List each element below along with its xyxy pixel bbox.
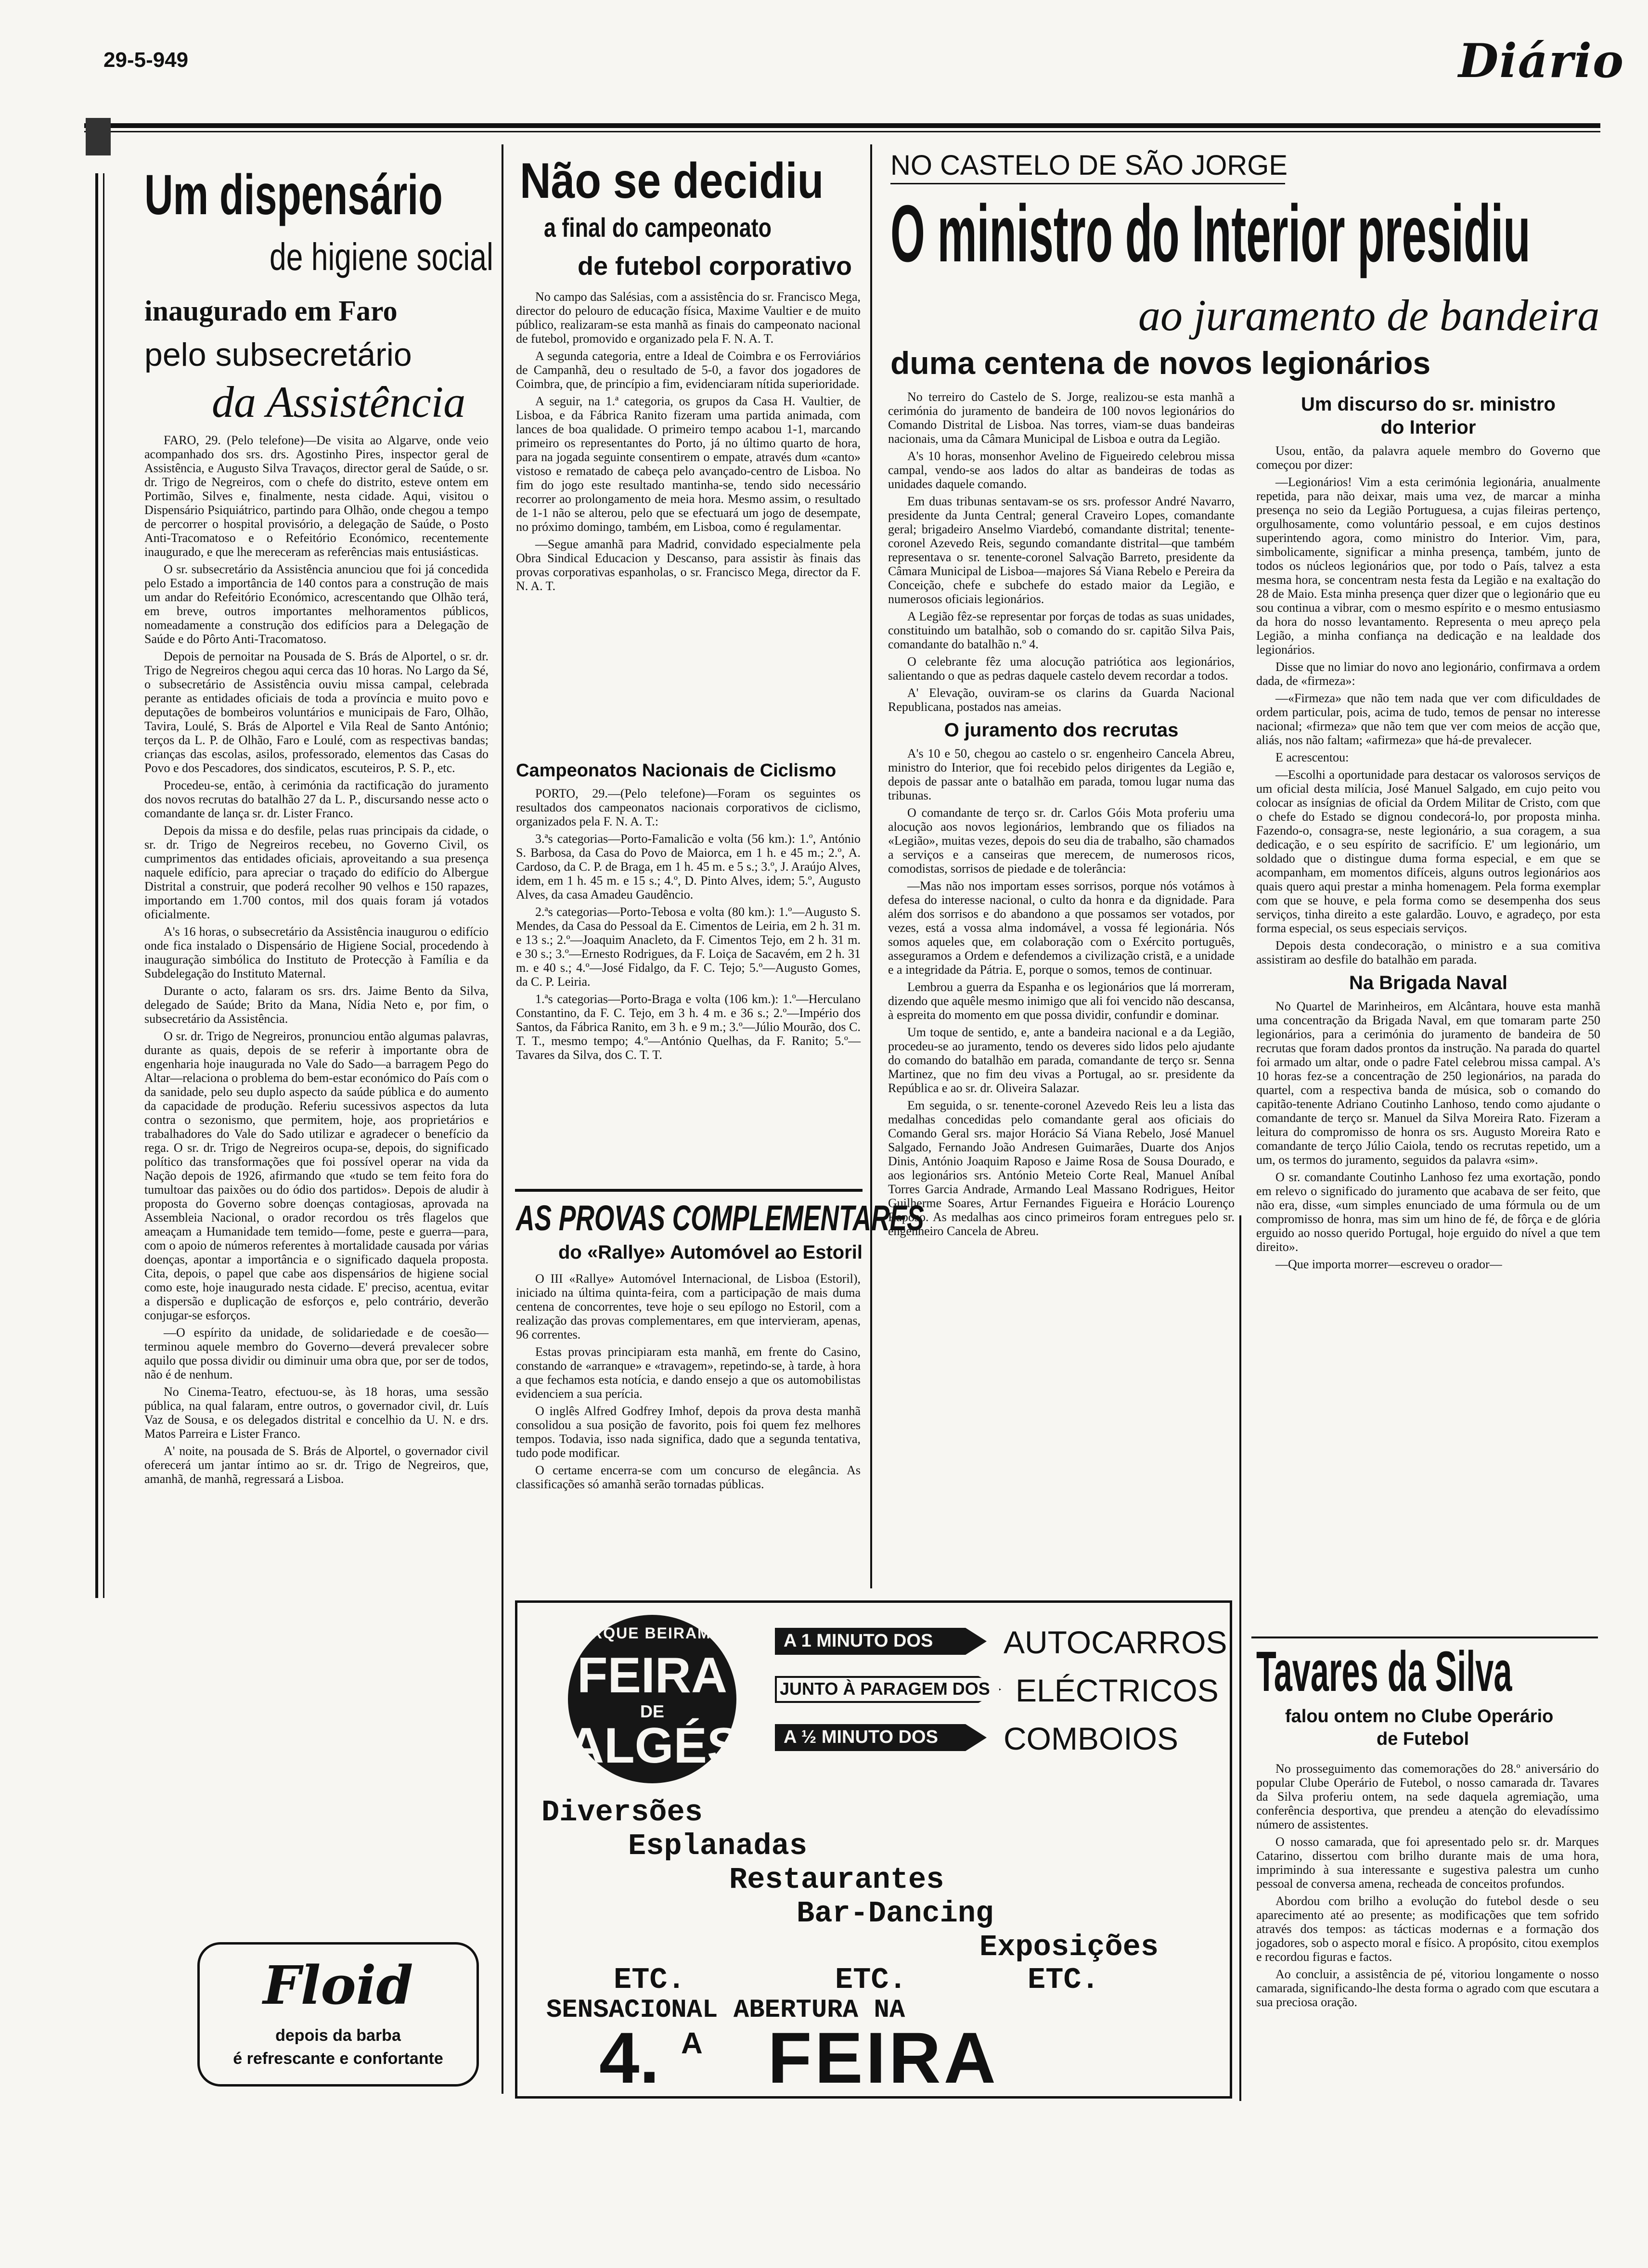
feira-etc-2: ETC.: [835, 1963, 907, 1997]
paragraph: E acrescentou:: [1275, 750, 1349, 764]
tavares-body: [1256, 1762, 1599, 2012]
floid-advert: [197, 1942, 479, 2087]
ciclismo-title: Campeonatos Nacionais de Ciclismo: [516, 760, 837, 781]
distance-row-1: [775, 1617, 1227, 1665]
distance-target-2: ELÉCTRICOS: [1016, 1673, 1219, 1708]
paragraph: Procedeu-se, então, à cerimónia da ractificação do juramento dos novos recrutas do batalhão 27 da L. P., discursando nesse acto o comandante de lança sr. dr. Lister Franco.: [144, 778, 489, 820]
brigada-subhead: Na Brigada Naval: [1349, 972, 1508, 993]
tavares-subhead-1: falou ontem no Clube Operário: [1285, 1706, 1554, 1727]
feira-line-bar-dancing: Bar-Dancing: [797, 1896, 994, 1931]
paragraph: O nosso camarada, que foi apresentado pelo sr. dr. Marques Catarino, dissertou com brilho durante mais de uma hora, imprimindo à sua interessante e sugestiva palestra um cunho pessoal de conversa amena, recheada de conceitos profundos.: [1256, 1835, 1599, 1891]
paragraph: O sr. dr. Trigo de Negreiros, pronunciou então algumas palavras, durante as quais, depois de se referir à importante obra de engenharia hoje inaugurada no Vale do Sado—a barragem Pego do Altar—relaciona o problema do bem-estar económico do País com o da sanidade, pelo seu duplo aspecto da saúde pública e do aumento da capacidade de produção. Referiu sucessivos aspectos da luta contra o sezonismo, que permitem, hoje, aos proprietários e trabalhadores do Vale do Sado utilizar e agradecer o benefício da rega. O sr. dr. Trigo de Negreiros ocupa-se, depois, do significado político das transformações que foi possível operar na vida da Nação depois de 1926, afirmando que «tudo se tem feito fora do tumultoar das paixões ou do ódio dos partidos». Depois de aludir à proposta do Governo sobre doenças contagiosas, aprovada na Assembleia Nacional, o orador recordou os três flagelos que ameaçam a Humanidade tem temido—fome, peste e guerra—para, com o apoio de números referentes à mortalidade causada por várias doenças, apontar a importância e o significado daquela proposta. Cita, depois, o papel que cabe aos dispensários de higiene social como este, hoje inaugurado nesta cidade. E' preciso, acentua, evitar a dispersão e duplicação de esforços e, pelo contrário, deverão conjugar-se esforços.: [144, 1029, 489, 1322]
feira-line-exposicoes: Exposições: [979, 1930, 1159, 1964]
floid-tagline-1: depois da barba: [275, 2026, 401, 2045]
paragraph: Durante o acto, falaram os srs. drs. Jaime Bento da Silva, delegado de Saúde; Brito da Mana, Nídia Neto e, por fim, o subsecretário da Assistência.: [144, 984, 489, 1026]
paragraph: PORTO, 29.—(Pelo telefone)—Foram os seguintes os resultados dos campeonatos nacionais corporativos de ciclismo, organizados pela F. N. A. T.:: [516, 786, 861, 828]
paragraph: Ao concluir, a assistência de pé, vitoriou longamente o nosso camarada, significando-lhe desta forma o agrado com que escutara a sua preciosa oração.: [1256, 1967, 1599, 2009]
paragraph: A segunda categoria, entre a Ideal de Coimbra e os Ferroviários de Campanhã, deu o resultado de 5-0, a favor dos jogadores de Coimbra, que, de princípio a fim, evidenciaram nítida superioridade.: [516, 349, 861, 391]
paragraph: A's 10 horas, monsenhor Avelino de Figueiredo celebrou missa campal, vendo-se aos lados do altar as bandeiras de todas as unidades daquele comando.: [888, 449, 1235, 491]
ministro-subhead-2: duma centena de novos legionários: [890, 345, 1431, 381]
paragraph: O celebrante fêz uma alocução patriótica aos legionários, salientando o que as pedras daquele castelo devem recordar a todos.: [888, 655, 1235, 683]
feira-slogan: SENSACIONAL ABERTURA NA: [546, 1996, 905, 2025]
paragraph: Estas provas principiaram esta manhã, em frente do Casino, constando de «arranque» e «travagem», repetindo-se, à tarde, à hora a que fechamos esta notícia, e dando ensejo a que os automobilistas evidenciem a sua perícia.: [516, 1345, 861, 1401]
tavares-headline: Tavares da Silva: [1256, 1640, 1512, 1703]
feira-badge-top: PARQUE BEIRAMAR: [569, 1624, 735, 1642]
paragraph: —Segue amanhã para Madrid, convidado especialmente pela Obra Sindical Educacion y Descanso, para assistir às finais das provas corporativas espanholas, o sr. Francisco Mega, director da F. N. A. T.: [516, 537, 861, 593]
futebol-subhead-2: de futebol corporativo: [578, 252, 852, 281]
paragraph: No campo das Salésias, com a assistência do sr. Francisco Mega, director do pelouro de educação física, Maxime Vaultier e de muito público, realizaram-se esta manhã as finais do campeonato nacional de futebol, promovido e organizado pela F. N. A. T.: [516, 290, 861, 346]
ministro-body-col2: [1256, 390, 1600, 1275]
rallye-headline: AS PROVAS COMPLEMENTARES: [516, 1198, 924, 1238]
feira-badge-line-1: FEIRA: [577, 1648, 727, 1703]
ministro-body-col1: [888, 390, 1235, 1241]
paragraph: A' noite, na pousada de S. Brás de Alportel, o governador civil oferecerá um jantar íntimo ao sr. dr. Trigo de Negreiros, que, amanhã, de manhã, regressará a Lisboa.: [144, 1444, 489, 1486]
paragraph: Disse que no limiar do novo ano legionário, confirmava a ordem dada, de «firmeza»:: [1256, 660, 1600, 688]
paragraph: No Cinema-Teatro, efectuou-se, às 18 horas, uma sessão pública, na qual falaram, entre outros, o governador civil, dr. Luís Vaz de Sousa, e os delegados distrital e concelhio da U. N. e drs. Matos Parreira e Lister Franco.: [144, 1385, 489, 1441]
paragraph: A' Elevação, ouviram-se os clarins da Guarda Nacional Republicana, postados nas ameias.: [888, 686, 1235, 714]
left-edge-rule: [95, 173, 98, 1598]
paragraph: Abordou com brilho a evolução do futebol desde o seu aparecimento até ao presente; as modificações que tem sofrido através dos tempos: as tácticas modernas e a formação dos jogadores, sob o aspecto moral e físico. A propósito, citou exemplos e recordou figuras e factos.: [1256, 1894, 1599, 1964]
feira-badge: [568, 1615, 741, 1783]
feira-badge-line-2: DE: [640, 1701, 664, 1721]
paragraph: No Quartel de Marinheiros, em Alcântara, houve esta manhã uma concentração da Brigada Naval, em que tomaram parte 250 legionários, para a cerimónia do juramento de bandeira de 50 recrutas que foram dados prontos da instrução. Na parada do quartel foi armado um altar, onde o padre Fatel celebrou missa campal. A's 10 horas fez-se a concentração de 250 legionários, na parada do quartel, com a respectiva banda de música, sob o comando do capitão-tenente Adriano Coutinho Lanhoso, tendo como ajudante o comandante de terço sr. Manuel da Silva Moreira Rato. Fizeram a leitura do compromisso de honra os srs. Augusto Moreira Rato e comandante de terço Júlio Caiola, tendo os recrutas repetido, um a um, os termos do juramento, seguidos da palavra «sim».: [1256, 999, 1600, 1167]
distance-row-2: [775, 1665, 1219, 1714]
ministro-kicker: NO CASTELO DE SÃO JORGE: [890, 150, 1288, 181]
distance-label-2: JUNTO À PARAGEM DOS: [780, 1679, 990, 1699]
tavares-subhead-2: de Futebol: [1377, 1729, 1469, 1749]
paragraph: A seguir, na 1.ª categoria, os grupos da Casa H. Vaultier, de Lisboa, e da Fábrica Ranito fizeram uma partida animada, com lances de boa qualidade. O primeiro tempo acabou 1-1, marcando primeiro os representantes do Porto, já no último quarto de hora, para na jogada seguinte consentirem o empate, através dum «canto» vistoso e rematado de cabeça pelo avançado-centro de Lisboa. No fim do jogo este resultado mantinha-se, tendo sido necessário recorrer ao prolongamento de meia hora. Mesmo assim, o resultado de 1-1 não se alterou, pelo que se efectuará um jogo de desempate, no próximo domingo, também, em Lisboa, como é regulamentar.: [516, 394, 861, 534]
paragraph: FARO, 29. (Pelo telefone)—De visita ao Algarve, onde veio acompanhado dos srs. drs. Agostinho Pires, inspector geral de Assistência, e Augusto Silva Travaços, director geral de Saúde, o sr. dr. Trigo de Negreiros, com o chefe do distrito, esteve ontem em Portimão, Silves e, finalmente, nesta cidade. Aqui, visitou o Dispensário Psiquiátrico, partindo para Olhão, onde chegou a tempo de percorrer o hospital provisório, a delegação de Saúde, o Posto Anti-Tracomatoso e o Refeitório Económico, recentemente inaugurado, e que lhe mereceram as referências mais entusiásticas.: [144, 433, 489, 559]
paragraph: —Escolhi a oportunidade para destacar os valorosos serviços de um oficial desta milícia, José Manuel Salgado, em cujo peito vou colocar as insígnias de oficial da Ordem Militar de Cristo, com que o chefe do Estado se dignou condecorá-lo, por proposta minha. Fazendo-o, consagra-se, neste legionário, a sua coragem, a sua dedicação, e o seu espírito de sacrifício. E' um legionário, um soldado que o distingue duma forma especial, e em que se acompanham, em momentos difíceis, alguns outros legionários aos quais quero aqui prestar a minha homenagem. Pela forma exemplar com que se houve, e pela forma como se desempenha dos seus serviços, tinha direito a este galardão. Louvo, e agradeço, por esta forma especial, os seus especiais serviços.: [1256, 768, 1600, 935]
distance-label-1: A 1 MINUTO DOS: [784, 1631, 933, 1651]
futebol-subhead-1: a final do campeonato: [544, 212, 772, 243]
paragraph: O inglês Alfred Godfrey Imhof, depois da prova desta manhã consolidou a sua posição de favorito, pois foi quem fez melhores tempos. Todavia, isso nada significa, dado que a segunda tentativa, tudo pode modificar.: [516, 1404, 861, 1460]
paragraph: No terreiro do Castelo de S. Jorge, realizou-se esta manhã a cerimónia do juramento de bandeira de 100 novos legionários do Comando Distrital de Lisboa. Nas torres, viam-se duas bandeiras nacionais, uma da Câmara Municipal de Lisboa e outra da Legião.: [888, 390, 1235, 446]
floid-tagline-2: é refrescante e confortante: [233, 2049, 443, 2068]
feira-badge-line-3: ALGÉS: [568, 1718, 741, 1774]
masthead-rule-1: [84, 123, 1600, 128]
paragraph: Um toque de sentido, e, ante a bandeira nacional e a da Legião, procedeu-se ao juramento, tendo os deveres sido lidos pelo ajudante do comando do batalhão em parada, comandante de terço sr. Senna Martinez, que no fim deu vivas a Portugal, ao sr. presidente da República e ao sr. dr. Oliveira Salazar.: [888, 1025, 1235, 1095]
paragraph: Depois da missa e do desfile, pelas ruas principais da cidade, o sr. dr. Trigo de Negreiros recebeu, no Governo Civil, os cumprimentos das entidades oficiais, aproveitando a sua presença naquele edifício, para apreciar o traçado do edifício do Albergue Distrital a construir, que poderá recolher 90 velhos e 150 rapazes, importando em 1.700 contos, mil dos quais foram já votados oficialmente.: [144, 824, 489, 921]
dispensario-body: [144, 433, 489, 1489]
dispensario-subhead-1: de higiene social: [270, 235, 493, 278]
feira-line-restaurantes: Restaurantes: [729, 1863, 944, 1897]
paragraph: —«Firmeza» que não tem nada que ver com dificuldades de ordem particular, pois, acima de tudo, temos de pensar no interesse nacional; «firmeza» que não tem que ver com meios de acção que, aliás, nos não faltam; «afirmeza» que há-de prevalecer.: [1256, 691, 1600, 747]
paragraph: 2.ªs categorias—Porto-Tebosa e volta (80 km.): 1.º—Augusto S. Mendes, da Casa do Pessoal da E. Cimentos de Leiria, em 2 h. 31 m. e 13 s.; 2.º—Joaquim Anacleto, da F. Cimentos Tejo, em 2 h. 31 m. e 30 s.; 3.º—Ernesto Rodrigues, da F. Loiça de Sacavém, em 2 h. 31 m. e 40 s.; 4.º—José Fidalgo, da F. C. Tejo; 5.º—Augusto Gomes, da C. P. Leiria.: [516, 905, 861, 989]
dispensario-subhead-2: inaugurado em Faro: [144, 295, 398, 327]
discurso-subhead: [1256, 393, 1600, 439]
feira-advert: [515, 1600, 1232, 2099]
column-rule-2: [870, 144, 872, 1588]
paragraph: A Legião fêz-se representar por forças de todas as suas unidades, constituindo um batalhão, sob o comando do sr. capitão Silva Pais, comandante do batalhão n.º 4.: [888, 609, 1235, 651]
distance-target-3: COMBOIOS: [1004, 1721, 1179, 1756]
ciclismo-body: [516, 786, 861, 1065]
distance-target-1: AUTOCARROS: [1004, 1624, 1227, 1660]
paragraph: O comandante de terço sr. dr. Carlos Góis Mota proferiu uma alocução aos novos legionários, lembrando que os filiados na «Legião», muitas vezes, depois do seu dia de trabalho, são chamados a serviços e a canseiras que merecem, de numerosos ricos, comodistas, sorrisos de piedade e de tolerância:: [888, 806, 1235, 876]
futebol-headline: Não se decidiu: [520, 153, 824, 209]
paragraph: 3.ªs categorias—Porto-Famalicão e volta (56 km.): 1.º, António S. Barbosa, da Casa do Povo de Maiorca, em 1 h. e 45 m.; 2.º, A. Cardoso, da C. P. de Braga, em 1 h. 45 m. e 5 s.; 3.º, J. Araújo Alves, idem, em 1 h. 45 m. e 15 s.; 4.º, D. Pinto Alves, idem; 5.º, Augusto Alves, da casa Amadeu Gaudêncio.: [516, 832, 861, 902]
paragraph: Depois desta condecoração, o ministro e a sua comitiva assistiram ao desfile do batalhão em parada.: [1256, 939, 1600, 966]
feira-big-number: 4.: [599, 2017, 660, 2098]
discurso-subhead-line-2: do Interior: [1380, 417, 1476, 438]
distance-row-3: [775, 1714, 1208, 1762]
dispensario-subhead-3: pelo subsecretário: [144, 336, 412, 373]
paragraph: Em seguida, o sr. tenente-coronel Azevedo Reis leu a lista das medalhas concedidas pelo comandante geral aos oficiais do Comando Geral srs. major Horácio Sá Viana Rebelo, José Manuel Salgado, Fernando João Andresen Guimarães, Duarte dos Anjos Dinis, António Joaquim Raposo e Jaime Rosa de Sousa Dourado, e aos legionários srs. António Meteio Corte Real, Manuel Aníbal Torres Garcia Andrade, Armando Leal Massano Rodrigues, Heitor Guilherme Soares, Artur Fernandes Figueira e Horácio Lourenço Raposo. As medalhas aos cinco primeiros foram entregues pelo sr. engenheiro Cancela de Abreu.: [888, 1098, 1235, 1238]
feira-big-superscript: A: [681, 2027, 703, 2060]
paragraph: A's 10 e 50, chegou ao castelo o sr. engenheiro Cancela Abreu, ministro do Interior, que foi recebido pelos dirigentes da Legião e, depois de passar ante o batalhão em parada, tomou lugar numa das tribunas.: [888, 747, 1235, 802]
paragraph: Lembrou a guerra da Espanha e os legionários que lá morreram, dizendo que aquêle mesmo inimigo que ali foi vencido não descansa, à espreita do momento em que possa dividir, confundir e dominar.: [888, 980, 1235, 1022]
ministro-headline: O ministro do Interior presidiu: [890, 188, 1531, 279]
column-rule-1: [502, 144, 503, 2094]
tavares-rule-top: [1251, 1637, 1598, 1638]
floid-brand: Floid: [263, 1954, 413, 2016]
dispensario-headline: Um dispensário: [144, 163, 443, 227]
feira-etc-1: ETC.: [614, 1963, 685, 1997]
paper-name: Diário: [1458, 34, 1624, 88]
juramento-subhead: O juramento dos recrutas: [944, 720, 1179, 741]
paragraph: No prosseguimento das comemorações do 28.º aniversário do popular Clube Operário de Futebol, o nosso camarada dr. Tavares da Silva proferiu ontem, na sede daquela agremiação, uma conferência desportiva, que prendeu a atenção do elevadíssimo número de assistentes.: [1256, 1762, 1599, 1831]
paragraph: O sr. subsecretário da Assistência anunciou que foi já concedida pelo Estado a importância de 140 contos para a construção de mais um andar do Refeitório Económico, acrescentando que Olhão terá, em breve, outros importantes melhoramentos públicos, nomeadamente a construção dos edifícios para a Delegação de Saúde e do Pôrto Anti-Tracomatoso.: [144, 562, 489, 646]
feira-big-word: FEIRA: [768, 2017, 999, 2098]
dispensario-subhead-4: da Assistência: [212, 377, 466, 426]
paragraph: A's 16 horas, o subsecretário da Assistência inaugurou o edifício onde fica instalado o Dispensário de Higiene Social, procedendo à inauguração simbólica do Instituto de Protecção à Família e da Subdelegação do Instituto Maternal.: [144, 925, 489, 980]
paragraph: 1.ªs categorias—Porto-Braga e volta (106 km.): 1.º—Herculano Constantino, da F. C. Tejo, em 3 h. 4 m. e 36 s.; 2.º—Império dos Santos, da Fábrica Ranito, em 3 h. e 9 m.; 3.º—Júlio Mourão, dos C. T. T., mesmo tempo; 4.º—António Quelhas, da F. Ranito; 5.º—Tavares da Silva, dos C. T. T.: [516, 992, 861, 1062]
futebol-body: [516, 290, 861, 596]
paragraph: O certame encerra-se com um concurso de elegância. As classificações só amanhã serão tornadas públicas.: [516, 1463, 861, 1491]
feira-line-esplanadas: Esplanadas: [628, 1829, 808, 1863]
masthead-rule-2: [84, 131, 1600, 132]
feira-line-diversoes: Diversões: [541, 1795, 703, 1830]
paragraph: Usou, então, da palavra aquele membro do Governo que começou por dizer:: [1256, 444, 1600, 472]
page-date: 29-5-949: [103, 48, 189, 72]
rallye-body: [516, 1272, 861, 1495]
column-rule-3: [1239, 1215, 1241, 2101]
rallye-rule-top: [515, 1189, 863, 1192]
rallye-subhead: do «Rallye» Automóvel ao Estoril: [558, 1242, 863, 1263]
ministro-subhead-1: ao juramento de bandeira: [1138, 291, 1600, 340]
kicker-underline: [890, 183, 1285, 184]
paragraph: O sr. comandante Coutinho Lanhoso fez uma exortação, pondo em relevo o significado do juramento que acabava de ser feito, que não era, disse, «um simples enunciado de uma fórmula ou de um compromisso de honra, mas sim um hino de fé, de fôrça e de glória erguido ao nosso querido Portugal, hoje erguido do nível a que tem direito».: [1256, 1170, 1600, 1254]
left-edge-rule-2: [103, 173, 104, 1598]
feira-etc-3: ETC.: [1028, 1963, 1099, 1997]
paragraph: O III «Rallye» Automóvel Internacional, de Lisboa (Estoril), iniciado na última quinta-feira, com a participação de mais duma centena de concorrentes, teve hoje o seu epílogo no Estoril, com a realização das provas complementares, em que intervieram, apenas, 96 correntes.: [516, 1272, 861, 1341]
paragraph: Depois de pernoitar na Pousada de S. Brás de Alportel, o sr. dr. Trigo de Negreiros chegou aqui cerca das 10 horas. No Largo da Sé, o subsecretário de Assistência ouviu missa campal, celebrada perante as entidades oficiais de toda a província e muito povo e deputações de bombeiros voluntários e municipais de Faro, Olhão, Tavira, Loulé, S. Brás de Alportel e Vila Real de Santo António; terços da L. P. de Olhão, Faro e Loulé, com as respectivas bandas; crianças das escolas, asilos, professorado, elementos das Casas do Povo e dos Pescadores, dos sindicatos, escuteiros, P. S. P., etc.: [144, 649, 489, 775]
paragraph: Em duas tribunas sentavam-se os srs. professor André Navarro, presidente da Junta Central; general Craveiro Lopes, comandante geral; brigadeiro Anselmo Viardebó, comandante distrital; tenente-coronel Azevedo Reis, segundo comandante distrital—que também representava o sr. tenente-coronel Salvação Barreto, presidente da Câmara Municipal de Lisboa—majores Sá Viana Rebelo e Pereira da Conceição, chefe e subchefe do estado maior da Legião, e numerosos oficiais legionários.: [888, 494, 1235, 606]
distance-label-3: A ½ MINUTO DOS: [784, 1727, 938, 1747]
paragraph: —Legionários! Vim a esta cerimónia legionária, anualmente repetida, para não deixar, mais uma vez, de marcar a minha presença no seio da Legião Portuguesa, a cujas fileiras pertenço, orgulhosamente, como voluntário pessoal, e em cujos destinos superintendo agora, como ministro do Interior. Vim, para, simbolicamente, significar a minha presença, também, junto de todos os núcleos legionários que, por todo o País, talvez a esta mesma hora, se concentram nesta festa da Legião e na exaltação do 28 de Maio. Esta minha presença quer dizer que o legionário que eu sou continua a vibrar, com o mesmo espírito e o mesmo entusiasmo da hora do nosso levantamento. Representa o meu apreço pela Legião, a minha confiança na dedicação e na lealdade dos legionários.: [1256, 475, 1600, 657]
corner-mark: [86, 118, 111, 155]
paragraph: —O espírito da unidade, de solidariedade e de coesão—terminou aquele membro do Governo—deverá prevalecer sobre aquilo que possa dividir ou diminuir uma obra que, por ser de todos, não é de nenhum.: [144, 1326, 489, 1381]
paragraph: —Que importa morrer—escreveu o orador—: [1275, 1257, 1502, 1271]
paragraph: —Mas não nos importam esses sorrisos, porque nós votámos à defesa do interesse nacional, o culto da honra e da dignidade. Para além dos sorrisos e do abandono a que possamos ser votados, por vezes, está a vossa alma indomável, a vossa fé legionária. Nós somos aqueles que, em colaboração com o Exército português, asseguramos a Ordem e defendemos a civilização cristã, e a unidade e a integridade da Pátria. E, porque o somos, temos de continuar.: [888, 879, 1235, 977]
discurso-subhead-line-1: Um discurso do sr. ministro: [1300, 394, 1556, 415]
